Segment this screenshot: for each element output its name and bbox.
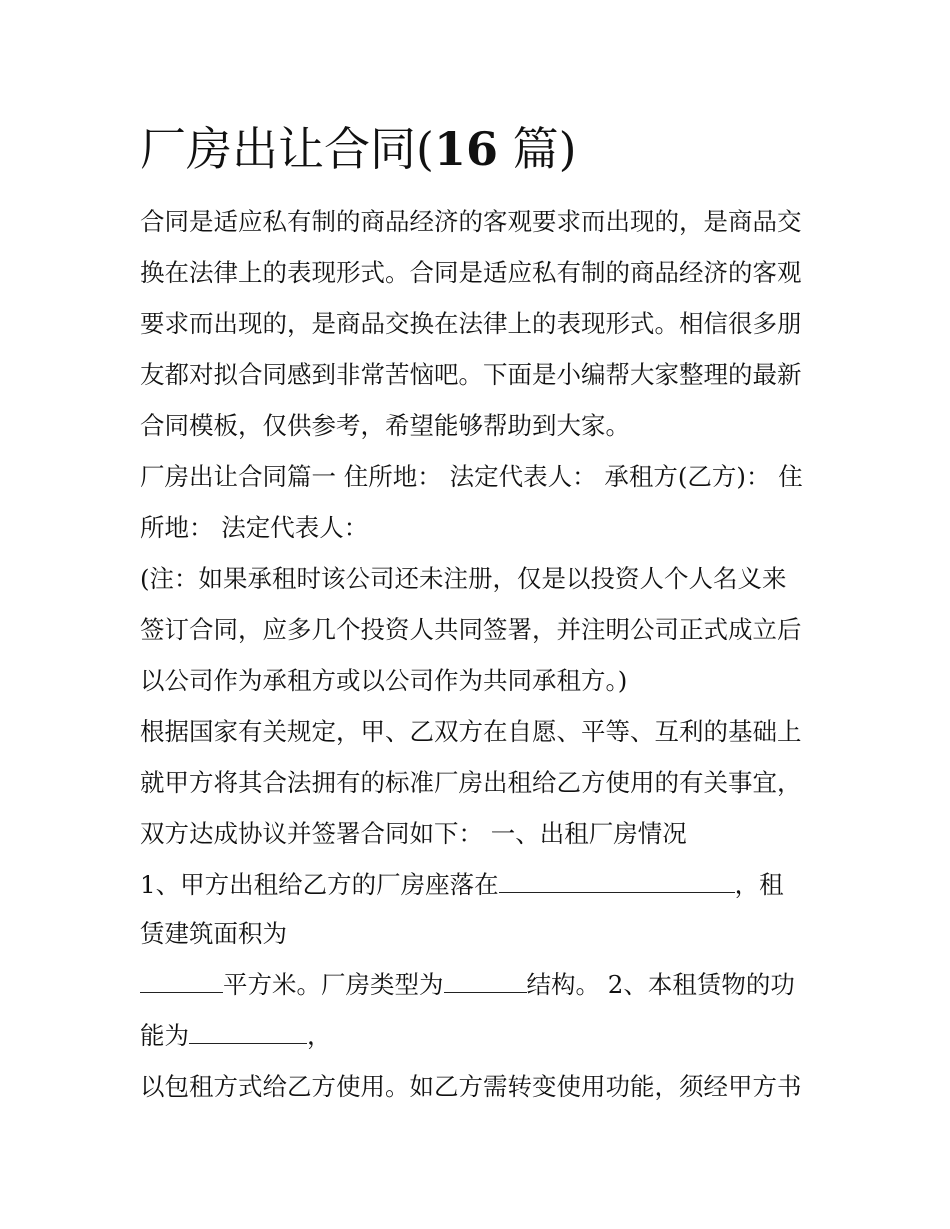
basis-line: 双方达成协议并签署合同如下： 一、出租厂房情况 <box>140 819 687 848</box>
clause1-line4 <box>140 1019 332 1053</box>
intro-line: 换在法律上的表现形式。合同是适应私有制的商品经济的客观 <box>140 258 802 287</box>
note-line: 以公司作为承租方或以公司作为共同承租方。) <box>140 666 628 695</box>
structure-blank <box>444 970 527 993</box>
clause1-line1 <box>140 868 784 902</box>
clause1-line5: 以包租方式给乙方使用。如乙方需转变使用功能，须经甲方书 <box>140 1072 802 1101</box>
area-blank <box>140 970 223 993</box>
party-line: 所地： 法定代表人： <box>140 513 369 542</box>
basis-line: 根据国家有关规定，甲、乙双方在自愿、平等、互利的基础上 <box>140 717 802 746</box>
intro-line: 友都对拟合同感到非常苦恼吧。下面是小编帮大家整理的最新 <box>140 360 802 389</box>
intro-line: 合同模板，仅供参考，希望能够帮助到大家。 <box>140 411 630 440</box>
clause1-line3 <box>140 968 795 1002</box>
location-blank <box>499 870 735 893</box>
title-prefix: 厂房出让合同( <box>140 122 434 176</box>
function-tail: ， <box>307 1021 332 1050</box>
clause1-line2: 赁建筑面积为 <box>140 919 287 948</box>
clause1-location-label: 1、甲方出租给乙方的厂房座落在 <box>140 870 499 899</box>
party-line: 厂房出让合同篇一 住所地： 法定代表人： 承租方(乙方)： 住 <box>140 462 803 491</box>
intro-line: 要求而出现的，是商品交换在法律上的表现形式。相信很多朋 <box>140 309 802 338</box>
note-line: 签订合同，应多几个投资人共同签署，并注明公司正式成立后 <box>140 615 802 644</box>
area-unit-label: 平方米。厂房类型为 <box>223 970 444 999</box>
title-suffix: 篇) <box>497 122 577 176</box>
note-line: (注：如果承租时该公司还未注册，仅是以投资人个人名义来 <box>140 564 787 593</box>
function-blank <box>189 1021 307 1044</box>
clause1-line1-tail: ，租 <box>734 870 784 899</box>
structure-label: 结构。 2、本租赁物的功 <box>526 970 795 999</box>
document-title <box>140 114 577 184</box>
function-label: 能为 <box>140 1021 189 1050</box>
intro-line: 合同是适应私有制的商品经济的客观要求而出现的，是商品交 <box>140 207 802 236</box>
title-count: 16 <box>433 122 498 176</box>
basis-line: 就甲方将其合法拥有的标准厂房出租给乙方使用的有关事宜， <box>140 768 802 797</box>
